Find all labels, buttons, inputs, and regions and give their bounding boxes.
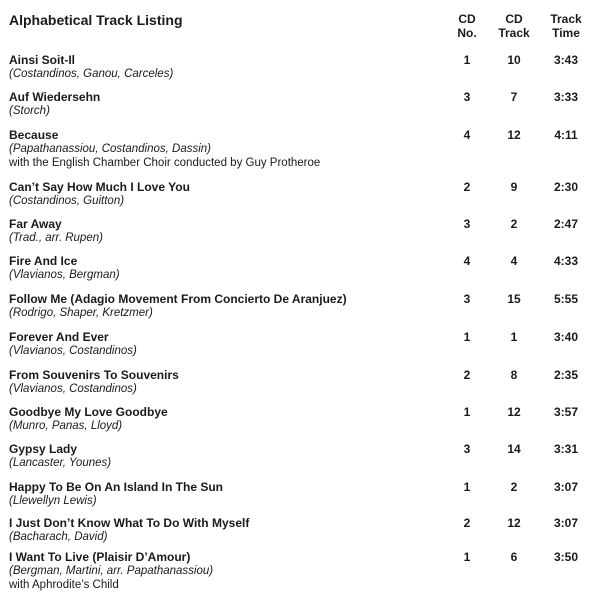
track-credits: (Papathanassiou, Costandinos, Dassin): [9, 143, 212, 155]
track-credits: (Costandinos, Ganou, Carceles): [9, 68, 174, 80]
track-credits: (Llewellyn Lewis): [9, 495, 97, 507]
track-cd-number: 1: [463, 53, 471, 67]
track-title: Fire And Ice: [9, 254, 78, 268]
track-cd-track: 4: [510, 254, 518, 268]
track-credits: (Vlavianos, Costandinos): [9, 383, 137, 395]
track-cd-number: 3: [463, 90, 471, 104]
track-cd-number: 2: [463, 180, 471, 194]
track-note: with the English Chamber Choir conducted by Guy Protheroe: [9, 157, 321, 169]
column-header-cd-track-line2: Track: [498, 26, 530, 40]
track-title: Goodbye My Love Goodbye: [9, 405, 168, 419]
track-time: 3:07: [553, 480, 579, 494]
track-cd-track: 12: [507, 405, 521, 419]
track-cd-number: 2: [463, 368, 471, 382]
track-time: 3:57: [553, 405, 579, 419]
track-credits: (Bergman, Martini, arr. Papathanassiou): [9, 565, 214, 577]
track-credits: (Rodrigo, Shaper, Kretzmer): [9, 307, 153, 319]
track-title: Forever And Ever: [9, 330, 109, 344]
track-time: 3:33: [553, 90, 579, 104]
track-cd-track: 10: [507, 53, 521, 67]
track-time: 4:11: [554, 128, 578, 142]
track-time: 3:07: [553, 516, 579, 530]
track-title: From Souvenirs To Souvenirs: [9, 368, 179, 382]
track-cd-number: 1: [463, 330, 471, 344]
track-credits: (Munro, Panas, Lloyd): [9, 420, 123, 432]
column-header-cd-no-line1: CD: [458, 12, 476, 26]
track-cd-number: 4: [463, 254, 471, 268]
track-cd-track: 8: [510, 368, 518, 382]
track-cd-track: 14: [507, 442, 521, 456]
track-cd-track: 1: [510, 330, 518, 344]
track-credits: (Costandinos, Guitton): [9, 195, 125, 207]
track-cd-number: 1: [463, 550, 471, 564]
track-time: 3:31: [553, 442, 579, 456]
track-credits: (Trad., arr. Rupen): [9, 232, 103, 244]
track-title: Ainsi Soit-Il: [9, 53, 75, 67]
track-time: 3:40: [553, 330, 579, 344]
track-cd-track: 12: [507, 128, 521, 142]
track-cd-number: 3: [463, 217, 471, 231]
track-time: 2:30: [553, 180, 579, 194]
track-cd-track: 6: [510, 550, 518, 564]
track-time: 3:43: [553, 53, 579, 67]
track-time: 4:33: [553, 254, 579, 268]
track-credits: (Bacharach, David): [9, 531, 108, 543]
track-title: Happy To Be On An Island In The Sun: [9, 480, 224, 494]
column-header-track-time: [540, 12, 592, 40]
column-header-cd-track-line1: CD: [505, 12, 523, 26]
track-time: 2:47: [553, 217, 579, 231]
track-cd-number: 3: [463, 442, 471, 456]
track-title: Because: [9, 128, 59, 142]
track-cd-track: 7: [510, 90, 518, 104]
track-title: I Want To Live (Plaisir D’Amour): [9, 550, 191, 564]
track-title: I Just Don’t Know What To Do With Myself: [9, 516, 250, 530]
listing-header: [0, 0, 600, 44]
track-time: 5:55: [553, 292, 579, 306]
column-header-cd-no-line2: No.: [457, 26, 477, 40]
track-cd-track: 2: [510, 480, 518, 494]
track-cd-number: 2: [463, 516, 471, 530]
track-time: 3:50: [553, 550, 579, 564]
track-note: with Aphrodite’s Child: [9, 579, 119, 591]
track-cd-track: 12: [507, 516, 521, 530]
track-cd-track: 9: [510, 180, 518, 194]
track-credits: (Vlavianos, Bergman): [9, 269, 120, 281]
track-cd-number: 1: [463, 405, 471, 419]
column-header-cd-no: [443, 12, 491, 40]
track-time: 2:35: [553, 368, 579, 382]
track-credits: (Storch): [9, 105, 50, 117]
track-cd-number: 3: [463, 292, 471, 306]
column-header-track-time-line1: Track: [550, 12, 582, 26]
column-header-track-time-line2: Time: [552, 26, 580, 40]
listing-title: Alphabetical Track Listing: [9, 12, 183, 28]
track-cd-track: 2: [510, 217, 518, 231]
track-title: Far Away: [9, 217, 62, 231]
track-title: Gypsy Lady: [9, 442, 78, 456]
track-title: Auf Wiedersehn: [9, 90, 101, 104]
track-cd-track: 15: [507, 292, 521, 306]
track-cd-number: 4: [463, 128, 471, 142]
track-credits: (Lancaster, Younes): [9, 457, 112, 469]
column-header-cd-track: [490, 12, 538, 40]
track-title: Follow Me (Adagio Movement From Concierto De Aranjuez): [9, 292, 347, 306]
track-credits: (Vlavianos, Costandinos): [9, 345, 137, 357]
track-cd-number: 1: [463, 480, 471, 494]
track-title: Can’t Say How Much I Love You: [9, 180, 190, 194]
